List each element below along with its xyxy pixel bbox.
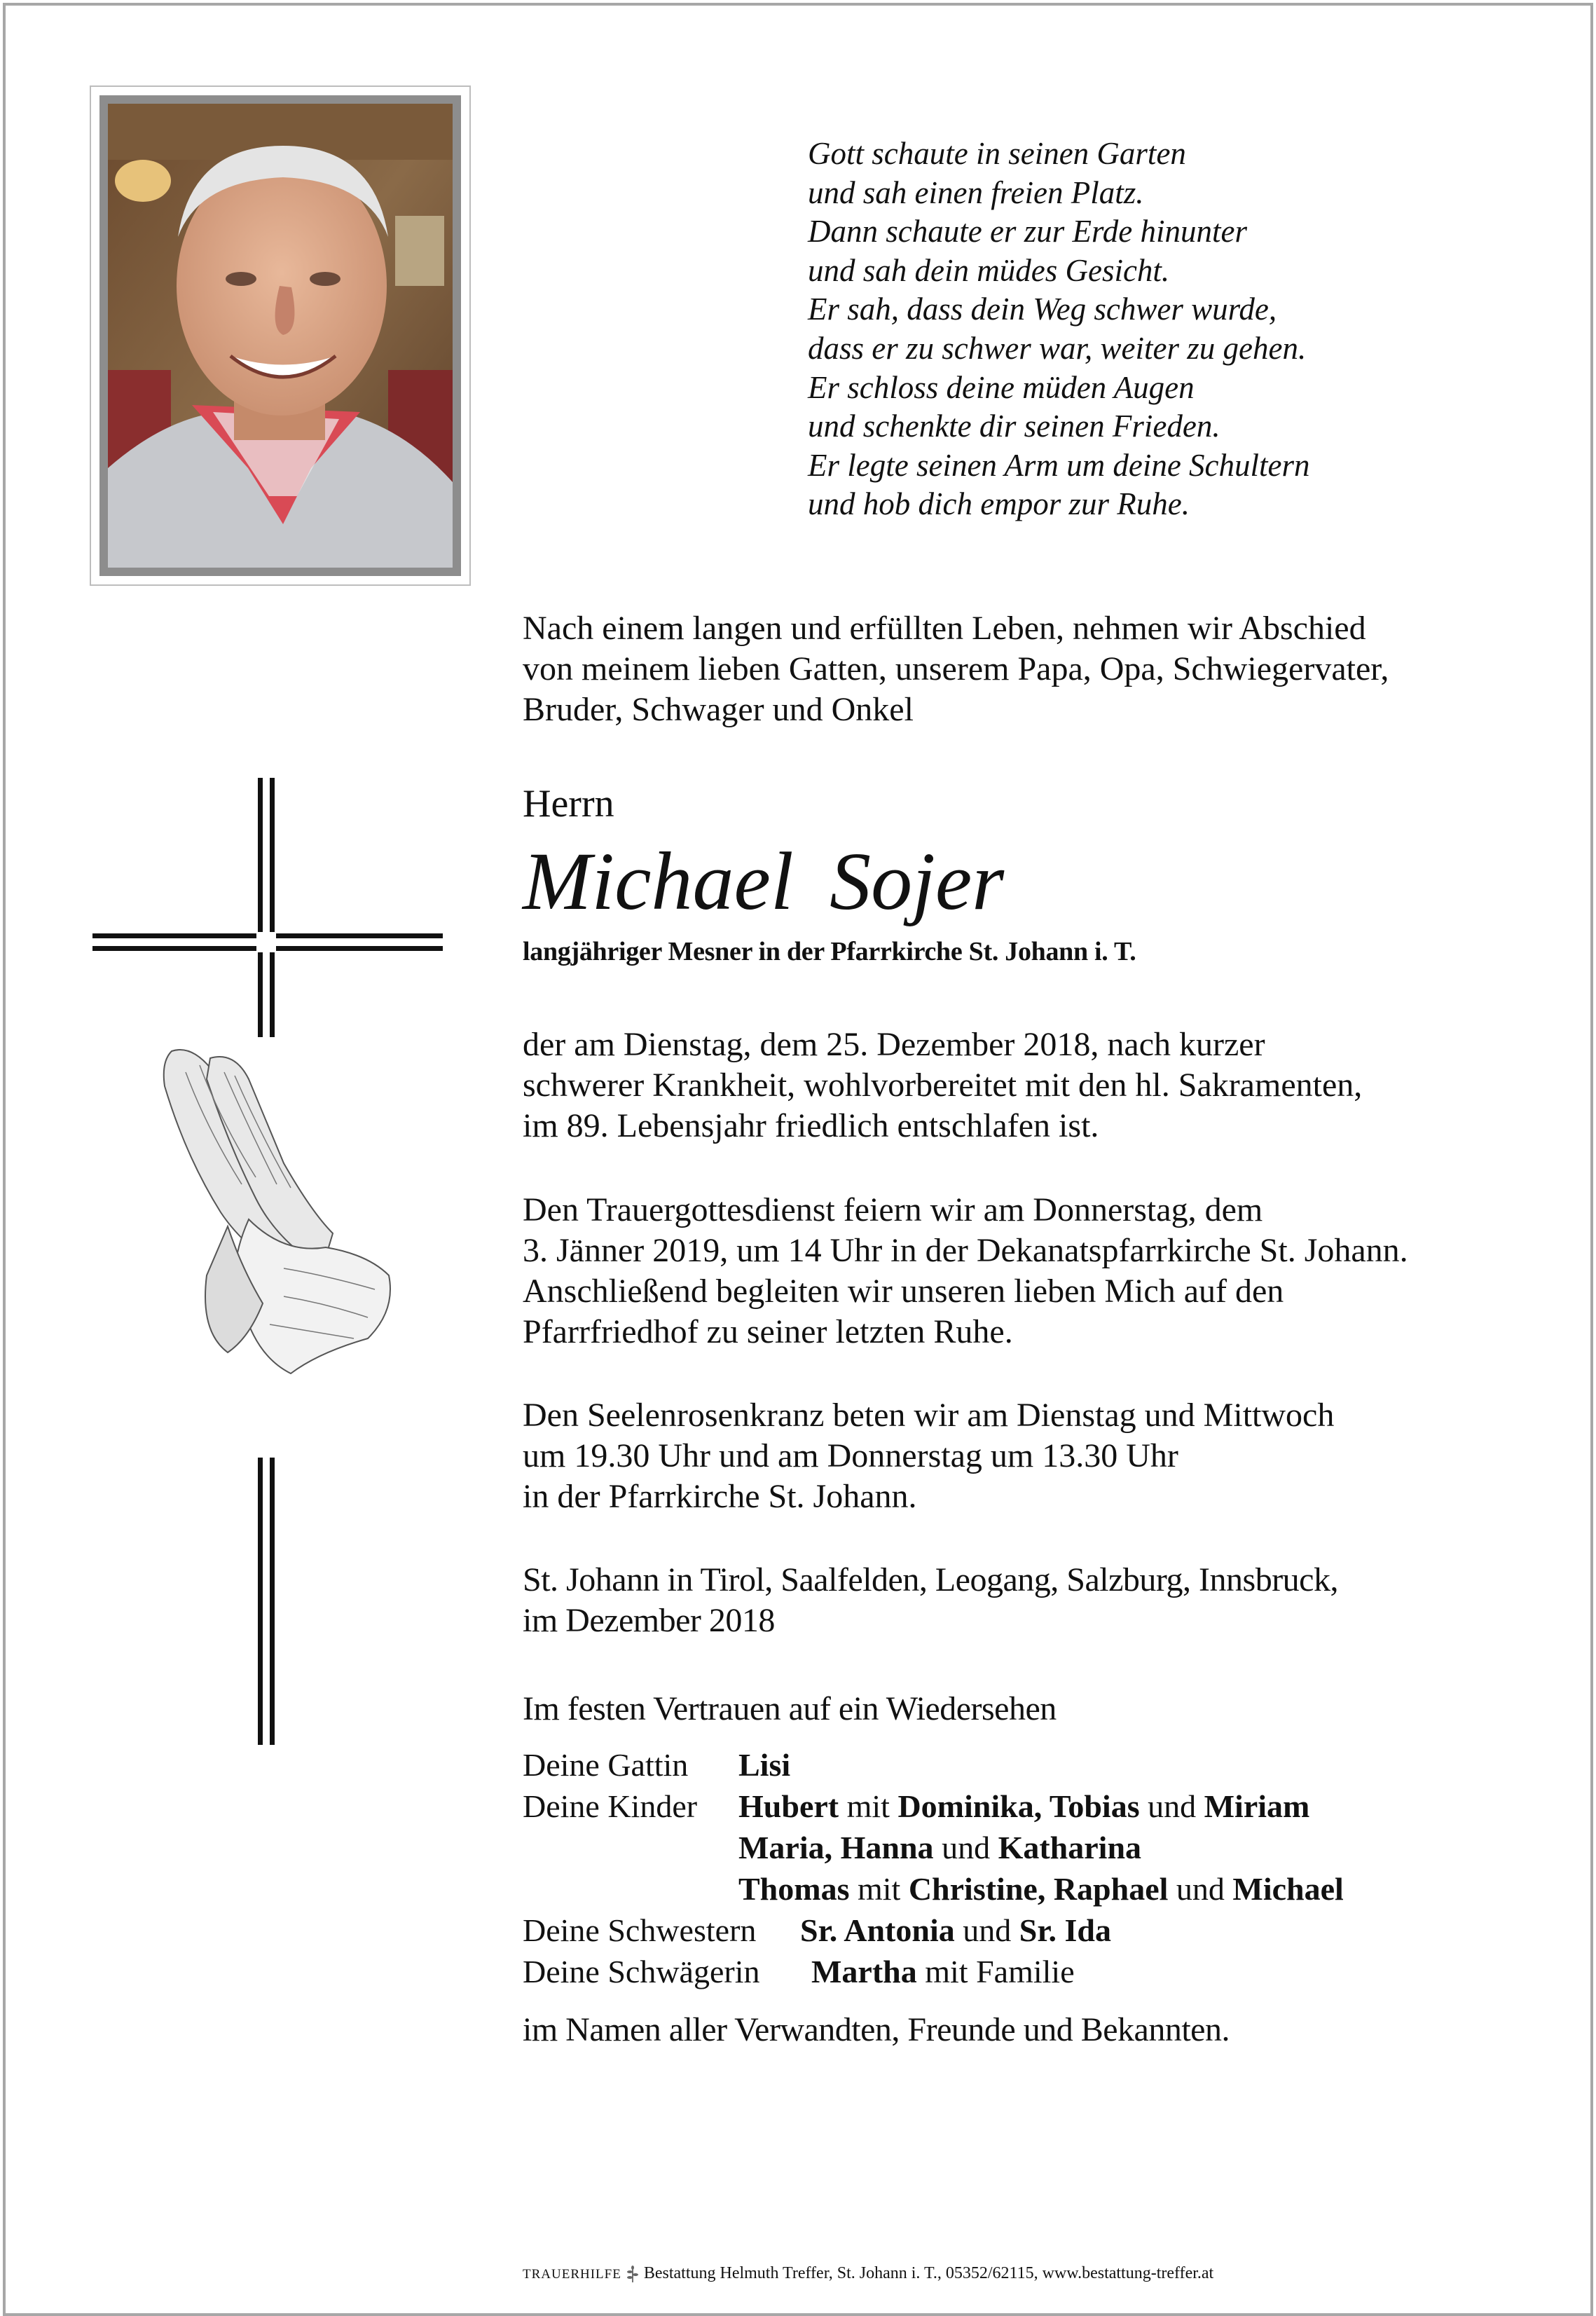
connector: mit [846,1788,890,1824]
funeral-info [523,1190,1408,1352]
rosary-info [523,1395,1334,1517]
poem-line: Gott schaute in seinen Garten [808,136,1186,171]
grandchild-names: Dominika, Tobias [897,1788,1140,1824]
connector: und [1176,1871,1225,1907]
poem-line: Dann schaute er zur Erde hinunter [808,214,1248,249]
deceased-role: langjähriger Mesner in der Pfarrkirche St. Johann i. T. [523,937,1136,966]
place-date [523,1560,1338,1641]
poem-line: Er sah, dass dein Weg schwer wurde, [808,292,1277,327]
poem-line: Er legte seinen Arm um deine Schultern [808,447,1310,483]
deceased-name: Michael Sojer [523,835,1005,927]
family-wife [523,1745,790,1786]
funeral-line: Anschließend begleiten wir unseren lieben Mich auf den [523,1273,1284,1310]
connector: und [963,1912,1012,1948]
funeral-line: 3. Jänner 2019, um 14 Uhr in der Dekanatspfarrkirche St. Johann. [523,1232,1408,1269]
death-notice-line: schwerer Krankheit, wohlvorbereitet mit den hl. Sakramenten, [523,1067,1363,1104]
footer-text: Bestattung Helmuth Treffer, St. Johann i. T., 05352/62115, www.bestattung-treffer.at [643,2264,1214,2282]
rosary-line: Den Seelenrosenkranz beten wir am Dienstag und Mittwoch [523,1397,1335,1434]
place-line: St. Johann in Tirol, Saalfelden, Leogang, Salzburg, Innsbruck, [523,1561,1338,1598]
family-sisters [523,1910,1111,1951]
portrait-frame [90,85,471,586]
salutation: Herrn [523,782,614,825]
sisters-label: Deine Schwestern [523,1912,757,1948]
wife-label: Deine Gattin [523,1747,689,1783]
intro-line: Bruder, Schwager und Onkel [523,691,914,728]
poem-line: und schenkte dir seinen Frieden. [808,409,1220,444]
sister-name: Sr. Antonia [800,1912,955,1948]
wife-name: Lisi [738,1747,791,1783]
intro-text [523,608,1389,730]
children-label: Deine Kinder [523,1788,698,1824]
sprig-icon [626,2265,640,2283]
poem-line: und sah einen freien Platz. [808,174,1144,210]
poem-line: und hob dich empor zur Ruhe. [808,486,1190,522]
family-sisterinlaw [523,1952,1075,1992]
sister-name: Sr. Ida [1019,1912,1111,1948]
grandchild-names: Michael [1232,1871,1344,1907]
child-name: Katharina [998,1830,1142,1865]
praying-hands-icon [144,1044,403,1380]
funeral-line: Pfarrfriedhof zu seiner letzten Ruhe. [523,1313,1013,1350]
child-name: Maria, Hanna [738,1830,934,1865]
portrait-photo [108,104,453,568]
intro-line: von meinem lieben Gatten, unserem Papa, Opa, Schwiegervater, [523,650,1389,687]
rosary-line: in der Pfarrkirche St. Johann. [523,1478,917,1515]
footer [523,2264,1213,2283]
trust-line: Im festen Vertrauen auf ein Wiedersehen [523,1690,1057,1727]
poem-line: Er schloss deine müden Augen [808,369,1195,405]
death-notice-line: der am Dienstag, dem 25. Dezember 2018, nach kurzer [523,1026,1265,1063]
family-children-row [523,1786,1309,1827]
poem-line: dass er zu schwer war, weiter zu gehen. [808,330,1307,366]
connector: und [942,1830,991,1865]
connector: mit [857,1871,901,1907]
sisterinlaw-name: Martha [811,1954,917,1989]
intro-line: Nach einem langen und erfüllten Leben, nehmen wir Abschied [523,610,1366,647]
child-name: Thomas [738,1871,850,1907]
connector: und [1148,1788,1197,1824]
connector: mit Familie [925,1954,1075,1989]
death-notice [523,1025,1362,1146]
grandchild-names: Christine, Raphael [908,1871,1169,1907]
funeral-line: Den Trauergottesdienst feiern wir am Donnerstag, dem [523,1191,1263,1228]
death-notice-line: im 89. Lebensjahr friedlich entschlafen ist. [523,1107,1099,1144]
grandchild-names: Miriam [1204,1788,1310,1824]
family-children-row [523,1869,1344,1910]
sisterinlaw-label: Deine Schwägerin [523,1954,760,1989]
family-children-row [523,1828,1141,1868]
footer-brand: TRAUERHILFE [523,2267,621,2282]
rosary-line: um 19.30 Uhr und am Donnerstag um 13.30 Uhr [523,1437,1178,1474]
poem-line: und sah dein müdes Gesicht. [808,252,1170,288]
closing-line: im Namen aller Verwandten, Freunde und Bekannten. [523,2011,1230,2048]
child-name: Hubert [738,1788,839,1824]
poem [808,135,1310,524]
date-line: im Dezember 2018 [523,1602,775,1639]
